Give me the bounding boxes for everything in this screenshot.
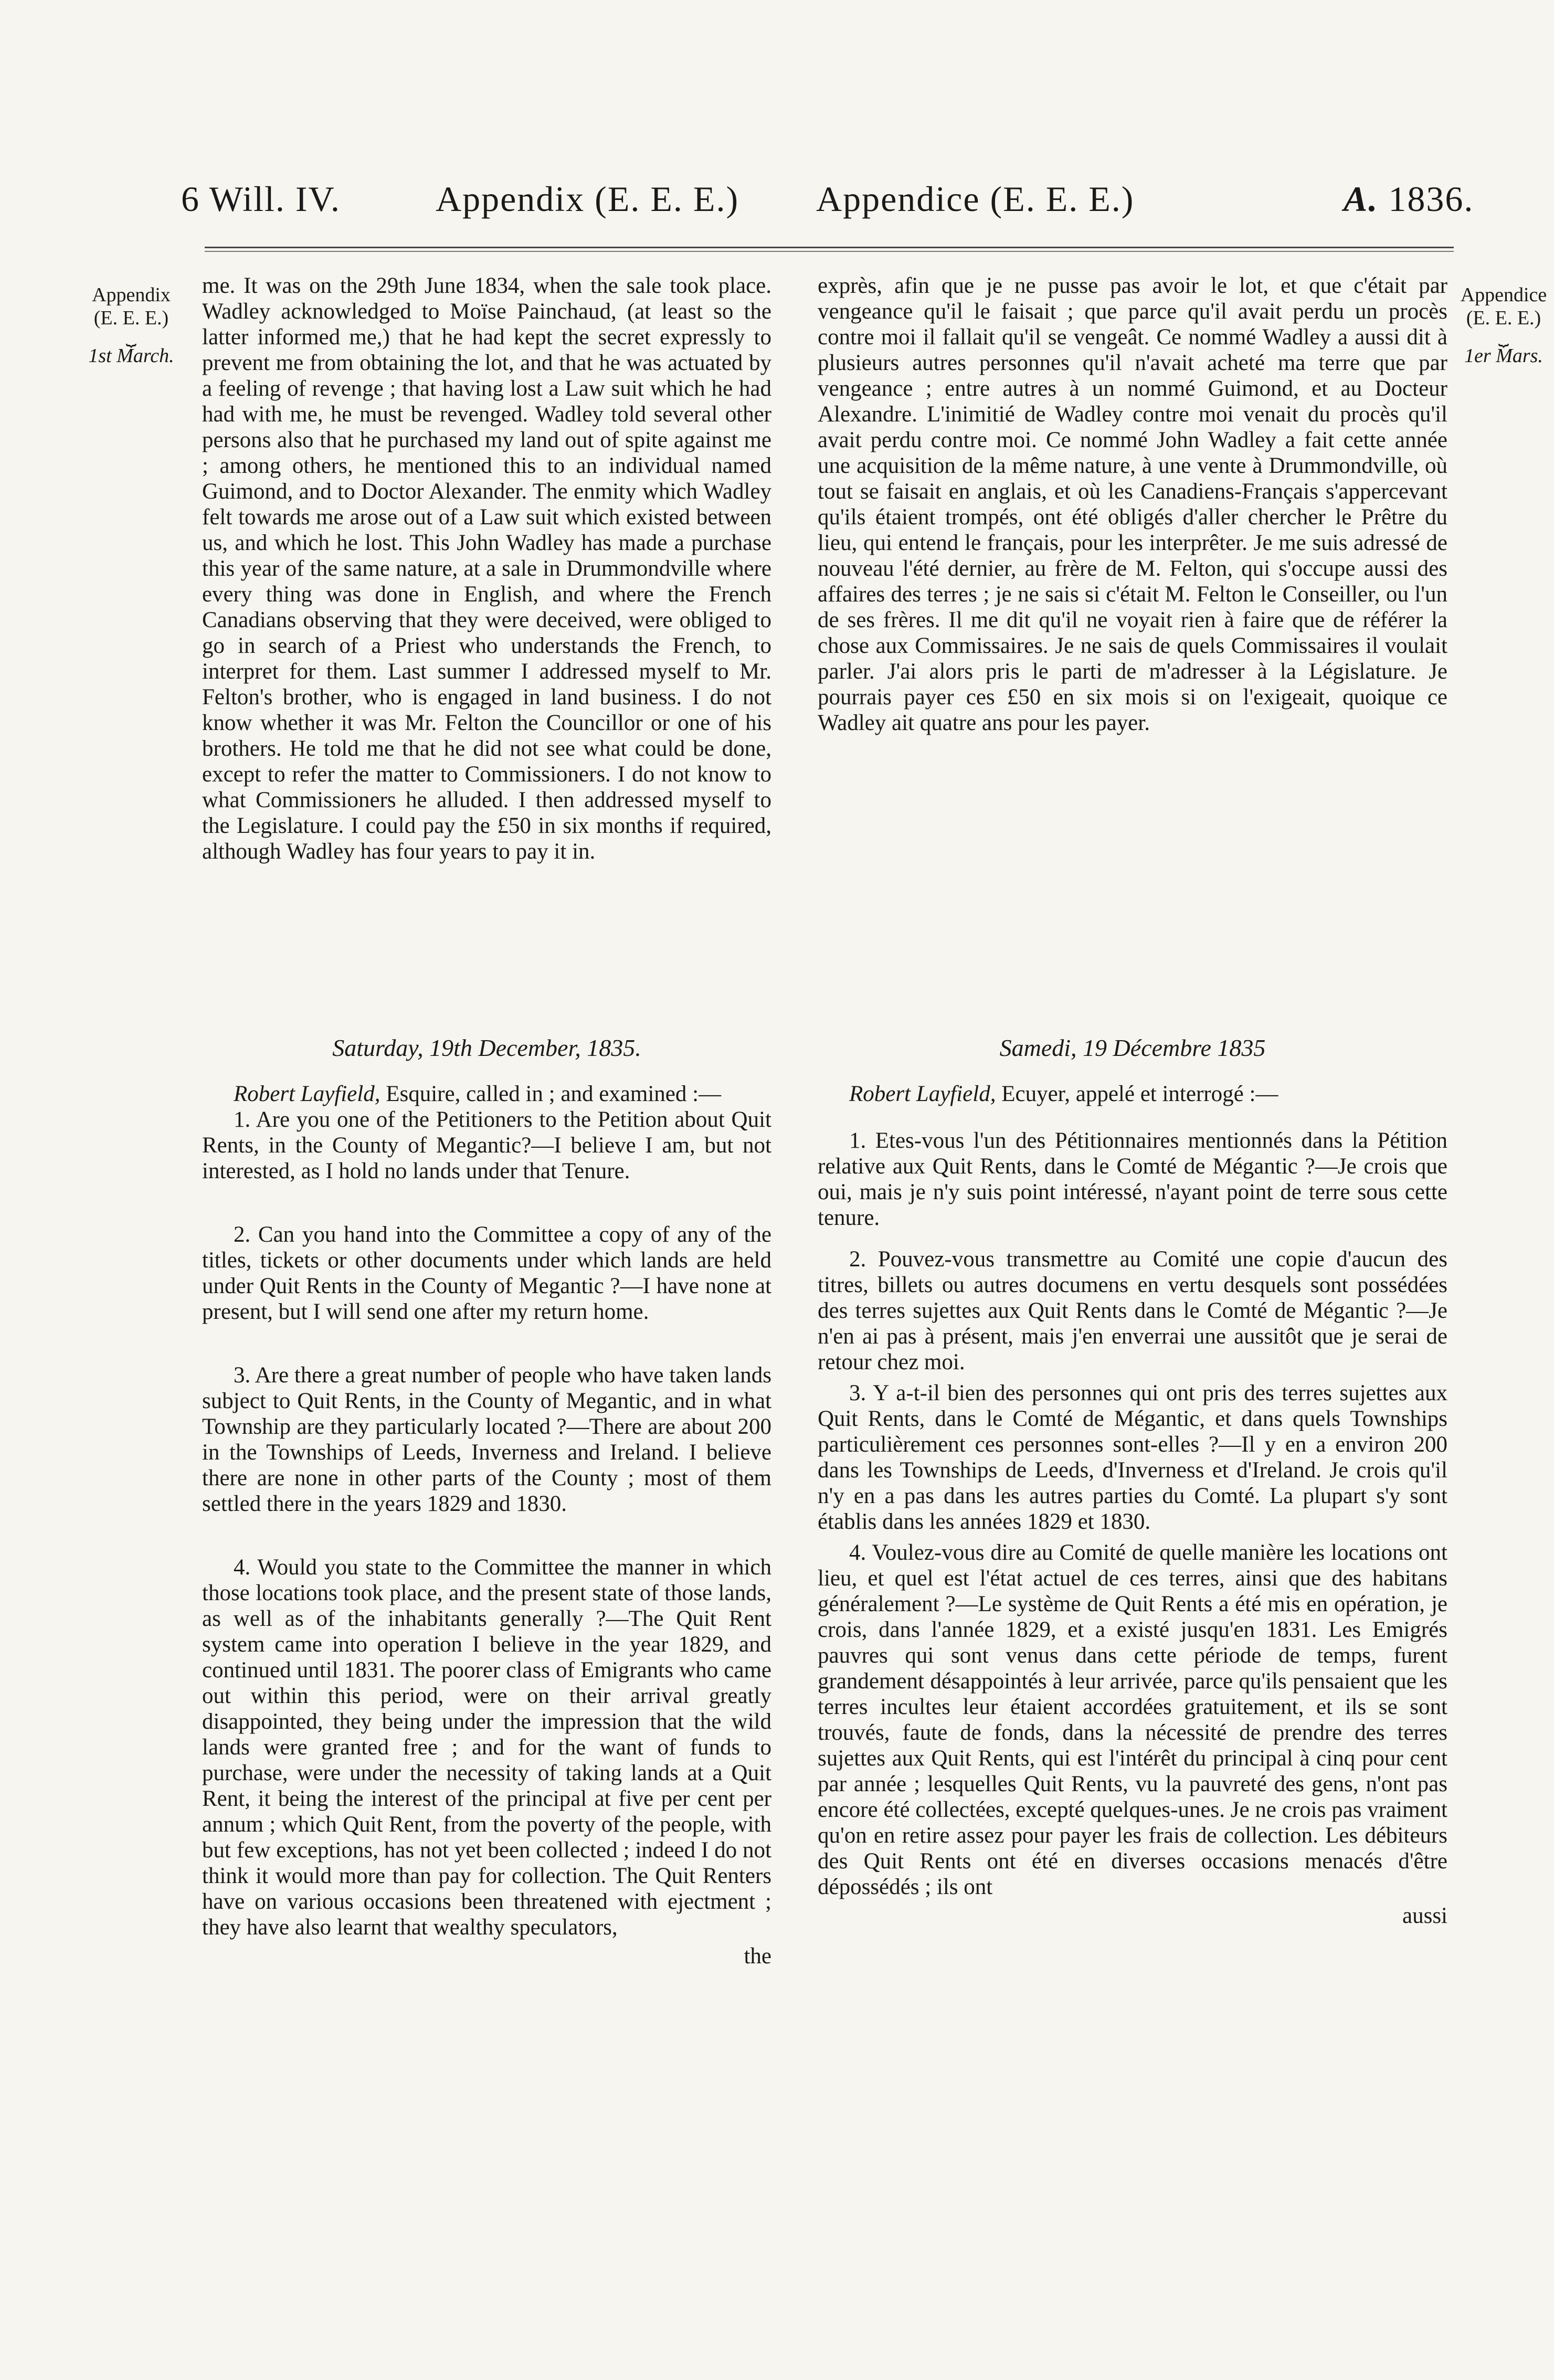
witness-intro-en-text: Esquire, called in ; and examined :— — [380, 1082, 722, 1106]
header-year — [1344, 178, 1474, 220]
session-date-fr: Samedi, 19 Décembre 1835 — [999, 1034, 1266, 1061]
question-answer-fr-4: 4. Voulez-vous dire au Comité de quelle manière les locations ont lieu, et quel est l'état actuel de ces terres, ainsi que des habitans généralement ?—Le système de Quit Rents a été mis en opération, je crois, dans l'année 1829, et a existé jusqu'en 1831. Les Emigrés pauvres qui sont venus dans cette période de temps, furent grandement désappointés à leur arrivée, parce qu'ils pensaient que les terres incultes leur étaient accordées gratuitement, et ils se sont trouvés, faute de fonds, dans la nécessité de prendre des terres sujettes aux Quit Rents, qui est l'intérêt du principal à cinq pour cent par année ; lesquelles Quit Rents, vu la pauvreté des gens, n'ont pas encore été collectées, excepté quelques-unes. Je ne crois pas vraiment qu'on en retire assez pour payer les frais de collection. Les débiteurs des Quit Rents ont été en diverses occasions menacés d'être dépossédés ; ils ont — [818, 1540, 1447, 1899]
margin-note-right — [1454, 283, 1553, 367]
margin-right-code: (E. E. E.) — [1466, 307, 1541, 329]
margin-right-label: Appendice — [1460, 284, 1547, 306]
margin-left-brace: ⏟ — [125, 327, 137, 346]
english-column-top — [202, 273, 771, 864]
english-examination — [202, 1081, 771, 1969]
margin-left-code: (E. E. E.) — [93, 307, 169, 329]
header-appendix-fr: Appendice (E. E. E.) — [816, 179, 1135, 219]
french-testimony-continued: exprès, afin que je ne pusse pas avoir le lot, et que c'était par vengeance qu'il le faisait ; que parce qu'il avait perdu un procès contre moi il fallait qu'il se vengeât. Ce nommé Wadley a aussi dit à plusieurs autres personnes qu'il n'avait acheté ma terre que par vengeance ; entre autres à un nommé Guimond, et au Docteur Alexandre. L'inimitié de Wadley contre moi venait du procès qu'il avait perdu contre moi. Ce nommé John Wadley a fait cette année une acquisition de la même nature, à une vente à Drummondville, où tout se faisait en anglais, et où les Canadiens-Français s'appercevant qu'ils étaient trompés, ont été obligés d'aller chercher le Prêtre du lieu, qui entend le français, pour les interprêter. Je me suis adressé de nouveau l'été dernier, au frère de M. Felton, qui s'occupe aussi des affaires des terres ; je ne sais si c'était M. Felton le Conseiller, ou l'un de ses frères. Il me dit qu'il ne voyait rien à faire que de référer la chose aux Commissaires. Je ne sais de quels Commissaires il voulait parler. J'ai alors pris le parti de m'adresser à la Législature. Je pourrais payer ces £50 en six mois si on l'exigeait, quoique ce Wadley ait quatre ans pour les payer. — [818, 273, 1447, 735]
question-answer-fr-1: 1. Etes-vous l'un des Pétitionnaires mentionnés dans la Pétition relative aux Quit Rents, dans le Comté de Mégantic ?—Je crois que oui, mais je n'y suis point intéressé, n'ayant point de terre sous cette tenure. — [818, 1128, 1447, 1230]
header-rule — [205, 247, 1454, 248]
header-year-value: 1836. — [1388, 179, 1474, 219]
margin-right-date: 1er Mars. — [1464, 345, 1543, 367]
margin-left-date: 1st March. — [88, 345, 174, 367]
question-answer-fr-3: 3. Y a-t-il bien des personnes qui ont pris des terres sujettes aux Quit Rents, dans le Comté de Mégantic, et dans quels Townships particulièrement ces personnes sont-elles ?—Il y en a environ 200 dans les Townships de Leeds, d'Inverness et d'Ireland. Je crois qu'il n'y en a pas dans les autres parties du Comté. La plupart s'y sont établis dans les années 1829 et 1830. — [818, 1381, 1447, 1534]
header-year-letter: A. — [1344, 179, 1379, 219]
question-answer-en-4: 4. Would you state to the Committee the manner in which those locations took place, and the present state of those lands, as well as of the inhabitants generally ?—The Quit Rent system came into operation I believe in the year 1829, and continued until 1831. The poorer class of Emigrants who came out within this period, were on their arrival greatly disappointed, they being under the impression that the wild lands were granted free ; and for the want of funds to purchase, were under the necessity of taking lands at a Quit Rent, it being the interest of the principal at five per cent per annum ; which Quit Rent, from the poverty of the people, with but few exceptions, has not yet been collected ; indeed I do not think it would more than pay for collection. The Quit Renters have on various occasions been threatened with ejectment ; they have also learnt that wealthy speculators, — [202, 1555, 771, 1940]
question-answer-en-1: 1. Are you one of the Petitioners to the Petition about Quit Rents, in the County of Megantic?—I believe I am, but not interested, as I hold no lands under that Tenure. — [202, 1107, 771, 1183]
witness-intro-en — [202, 1081, 771, 1107]
margin-right-brace: ⏟ — [1498, 327, 1509, 346]
witness-name-fr: Robert Layfield, — [849, 1082, 996, 1106]
witness-intro-fr-text: Ecuyer, appelé et interrogé :— — [996, 1082, 1278, 1106]
question-answer-en-3: 3. Are there a great number of people who have taken lands subject to Quit Rents, in the County of Megantic, and in what Township are they particularly located ?—There are about 200 in the Townships of Leeds, Inverness and Ireland. I believe there are none in other parts of the County ; most of them settled there in the years 1829 and 1830. — [202, 1363, 771, 1516]
question-answer-en-2: 2. Can you hand into the Committee a copy of any of the titles, tickets or other documents under which lands are held under Quit Rents in the County of Megantic ?—I have none at present, but I will send one after my return home. — [202, 1222, 771, 1324]
header-rule-thin — [205, 251, 1454, 252]
english-testimony-continued: me. It was on the 29th June 1834, when the sale took place. Wadley acknowledged to Moïse Painchaud, (at least so the latter informed me,) that he had kept the secret expressly to prevent me from obtaining the lot, and that he was actuated by a feeling of revenge ; that having lost a Law suit which he had had with me, he must be revenged. Wadley told several other persons also that he purchased my land out of spite against me ; among others, he mentioned this to an individual named Guimond, and to Doctor Alexander. The enmity which Wadley felt towards me arose out of a Law suit which existed between us, and which he lost. This John Wadley has made a purchase this year of the same nature, at a sale in Drummondville where every thing was done in English, and where the French Canadians observing that they were deceived, were obliged to go in search of a Priest who understands the French, to interpret for them. Last summer I addressed myself to Mr. Felton's brother, who is engaged in land business. I do not know whether it was Mr. Felton the Councillor or one of his brothers. He told me that he did not see what could be done, except to refer the matter to Commissioners. I do not know to what Commissioners he alluded. I then addressed myself to the Legislature. I could pay the £50 in six months if required, although Wadley has four years to pay it in. — [202, 273, 771, 864]
french-examination — [818, 1081, 1447, 1929]
session-date-en: Saturday, 19th December, 1835. — [332, 1034, 641, 1061]
catchword-fr: aussi — [1402, 1903, 1447, 1928]
witness-name-en: Robert Layfield, — [234, 1082, 380, 1106]
header-regnal-year: 6 Will. IV. — [181, 179, 341, 219]
catchword-en: the — [744, 1944, 771, 1969]
witness-intro-fr — [818, 1081, 1447, 1107]
french-column-top — [818, 273, 1447, 736]
margin-left-label: Appendix — [92, 284, 171, 306]
header-appendix-en: Appendix (E. E. E.) — [436, 179, 739, 219]
margin-note-left — [79, 283, 184, 367]
question-answer-fr-2: 2. Pouvez-vous transmettre au Comité une copie d'aucun des titres, billets ou autres documens en vertu desquels sont possédées des terres sujettes aux Quit Rents dans le Comté de Mégantic ?—Je n'en ai pas à présent, mais j'en enverrai une aussitôt que je serai de retour chez moi. — [818, 1247, 1447, 1374]
